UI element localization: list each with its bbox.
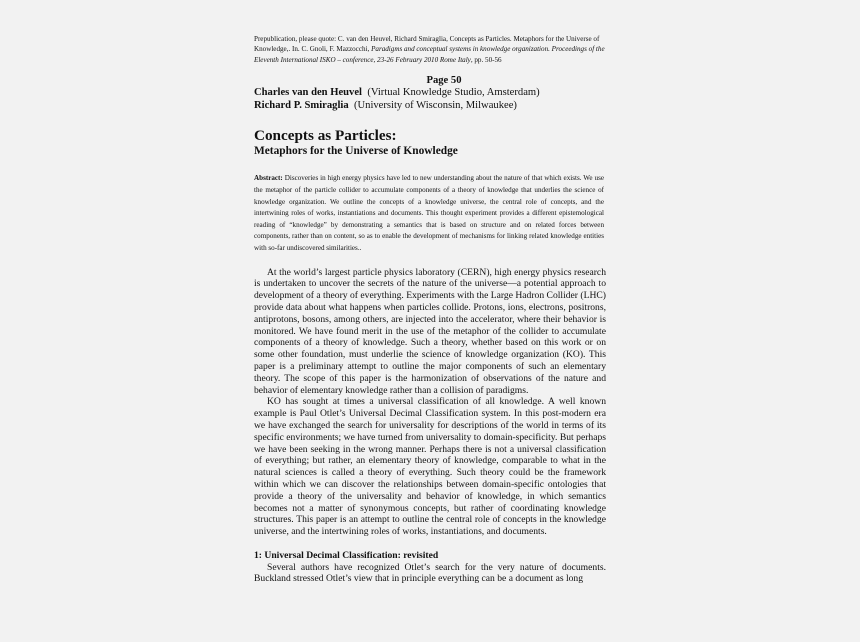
body-paragraph: KO has sought at times a universal classification of all knowledge. A well known example is Paul Otlet’s Universal Decimal Classification system. In this post-modern era we have exchanged the search for universality for descriptions of the world in terms of its specific environments; we have turned from universality to domain-specificity. But perhaps we have been seeking in the wrong manner. Perhaps there is not a universal classification of everything; but rather, an elementary theory of knowledge, comparable to what in the natural sciences is called a theory of everything. Such theory could be the framework within which we can discover the relationships between domain-specific ontologies that provide a theory of the universality and behavior of knowledge, in which semantics becomes not a matter of synonymous concepts, but rather of coordinating knowledge structures. This paper is an attempt to outline the central role of concepts in the knowledge universe, and the intertwining roles of works, instantiations, and documents. [254,396,606,538]
author-affiliation: (University of Wisconsin, Milwaukee) [353,99,517,111]
paper-subtitle: Metaphors for the Universe of Knowledge [254,145,458,158]
abstract [254,173,604,254]
abstract-label: Abstract: [254,174,283,183]
author-affiliation: (Virtual Knowledge Studio, Amsterdam) [367,87,540,99]
author-line [254,100,606,113]
body-paragraph: Several authors have recognized Otlet’s search for the very nature of documents. Buckland stressed Otlet’s view that in principle everything can be a document as long [254,561,606,585]
page-number: Page 50 [426,75,462,87]
prepublication-note [254,34,606,65]
author-name: Richard P. Smiraglia [254,99,349,111]
abstract-text: Discoveries in high energy physics have led to new understanding about the nature of that which exists. We use the metaphor of the particle collider to accumulate components of a theory of knowledge that underlies the science of knowledge organization. We outline the concepts of a knowledge universe, the central role of concepts, and the intertwining roles of works, instantiations and documents. This thought experiment provides a different epistemological reading of “knowledge” by demonstrating a semantics that is based on structure and on related forces between components, rather than on content, so as to enable the development of mechanisms for linking related knowledge entities with so-far undiscovered similarities.. [254,174,604,252]
prepublication-source: Paradigms and conceptual systems in knowledge organization. Proceedings of the Eleventh International ISKO – conference, 23-26 February 2010 Rome Italy [254,45,605,64]
prepublication-text: Prepublication, please quote: C. van den Heuvel, Richard Smiraglia, Concepts as Particles. Metaphors for the Universe of Knowledge,. In. C. Gnoli, F. Mazzocchi, [254,35,600,54]
author-line [254,87,606,100]
document-page [254,34,606,585]
author-name: Charles van den Heuvel [254,87,363,99]
body-paragraph: At the world’s largest particle physics laboratory (CERN), high energy physics research is undertaken to uncover the secrets of the nature of the universe—a potential approach to development of a theory of everything. Experiments with the Large Hadron Collider (LHC) provide data about what happens when particles collide. Protons, ions, electrons, positrons, antiprotons, bosons, among others, are injected into the accelerator, where their behavior is monitored. We have found merit in the use of the metaphor of the collider to accumulate components of a theory of knowledge. Such a theory, whether based on this work or on some other foundation, must underlie the science of knowledge organization (KO). This paper is a preliminary attempt to outline the major components of such an elementary theory. The scope of this paper is the harmonization of observations of the nature and behavior of elementary knowledge rather than a collision of paradigms. [254,266,606,396]
prepublication-pages: , pp. 50-56 [470,55,502,64]
paper-title: Concepts as Particles: [254,127,397,145]
section-heading: 1: Universal Decimal Classification: revisited [254,549,439,561]
